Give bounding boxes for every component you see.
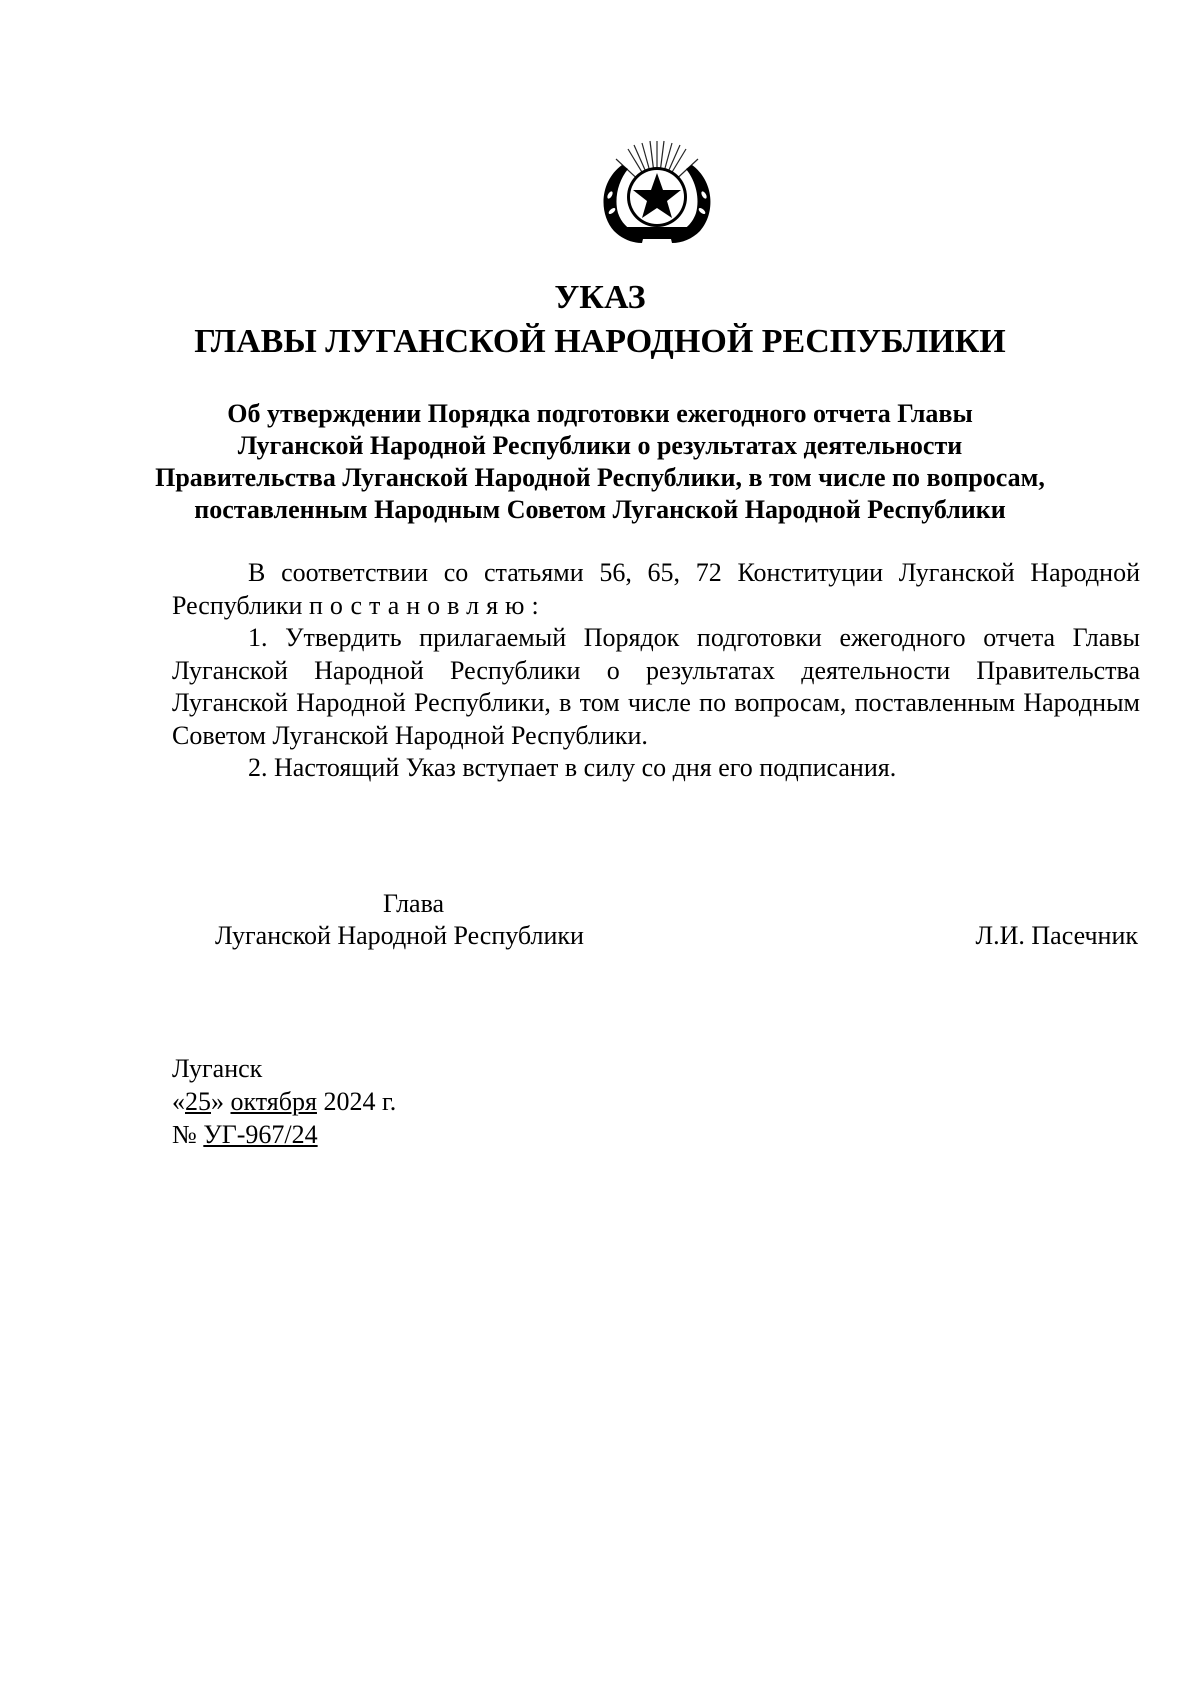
subject-line: Правительства Луганской Народной Республики, в том числе по вопросам, — [155, 463, 1045, 492]
item-1-paragraph: 1. Утвердить прилагаемый Порядок подготовки ежегодного отчета Главы Луганской Народной Республики о результатах деятельности Правительства Луганской Народной Республики, в том числе по вопросам, поставленным Народным Советом Луганской Народной Республики. — [172, 623, 1140, 750]
decree-number — [172, 1118, 396, 1151]
issue-city: Луганск — [172, 1054, 263, 1083]
signatory-name: Л.И. Пасечник — [975, 921, 1138, 950]
decree-word: постановляю: — [308, 590, 546, 620]
document-type-title: УКАЗ — [554, 279, 646, 316]
decree-subject — [150, 398, 1050, 526]
date-open-quote: « — [172, 1087, 185, 1116]
issuer-title: ГЛАВЫ ЛУГАНСКОЙ НАРОДНОЙ РЕСПУБЛИКИ — [194, 323, 1006, 360]
date-month: октября — [230, 1087, 317, 1116]
subject-line: Луганской Народной Республики о результатах деятельности — [237, 431, 963, 460]
number-sign: № — [172, 1120, 197, 1149]
signatory-position-title: Глава — [383, 889, 445, 918]
preamble-text: В соответствии со статьями 56, 65, 72 Конституции Луганской Народной Республики — [172, 558, 1140, 620]
decree-body — [172, 557, 1140, 785]
item-2-paragraph: 2. Настоящий Указ вступает в силу со дня его подписания. — [248, 753, 897, 782]
preamble-paragraph — [172, 557, 1140, 622]
number-value: УГ-967/24 — [203, 1120, 318, 1149]
lpr-coat-of-arms-icon — [592, 135, 722, 253]
decree-footer — [172, 1052, 396, 1151]
subject-line: поставленным Народным Советом Луганской Народной Республики — [194, 495, 1006, 524]
date-year: 2024 г. — [323, 1087, 397, 1116]
subject-line: Об утверждении Порядка подготовки ежегодного отчета Главы — [227, 399, 973, 428]
date-close-quote: » — [211, 1087, 224, 1116]
date-day: 25 — [185, 1087, 211, 1116]
issue-date — [172, 1085, 396, 1118]
signatory-position-org: Луганской Народной Республики — [215, 921, 584, 950]
